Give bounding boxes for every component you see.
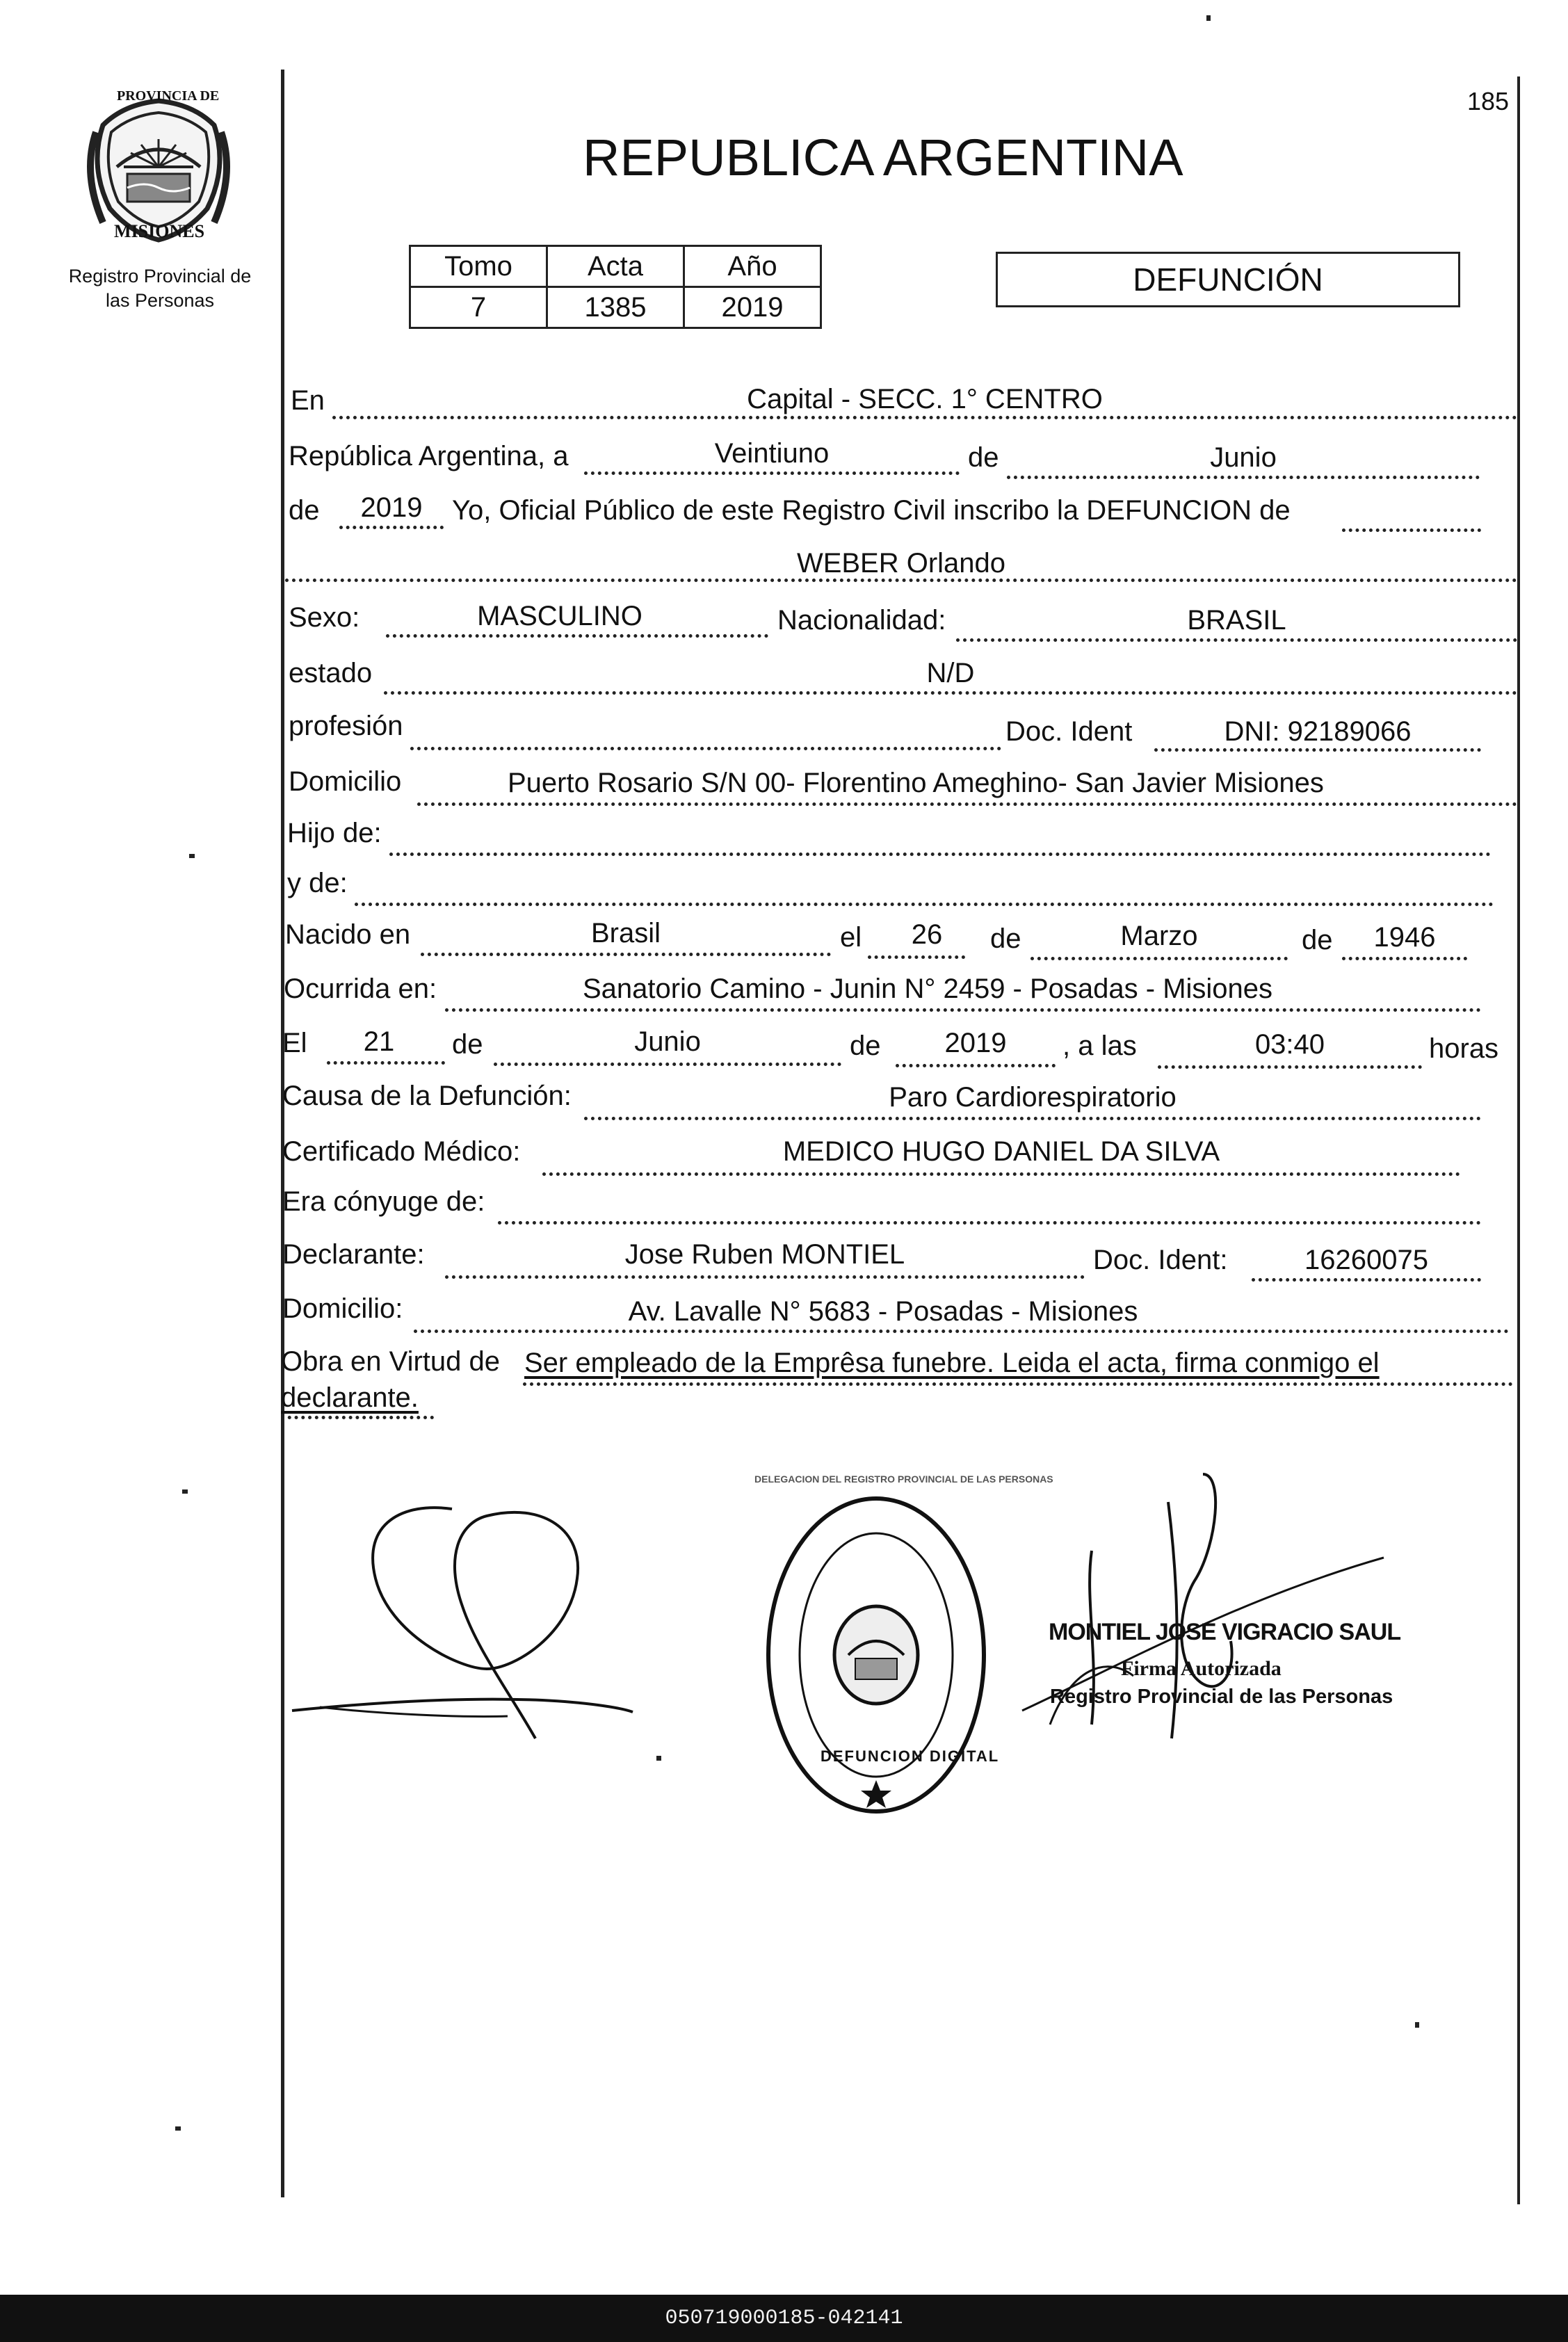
profesion-label: profesión: [289, 711, 403, 741]
month-line: [1007, 476, 1480, 479]
republica-label: República Argentina, a: [289, 441, 569, 471]
de-birth-label-2: de: [1302, 925, 1333, 955]
right-margin-line: [1517, 76, 1520, 2204]
death-month-value: Junio: [634, 1026, 701, 1057]
scan-speck: [1206, 15, 1211, 21]
death-day-value: 21: [363, 1026, 395, 1057]
birth-month-line: [1030, 957, 1288, 960]
day-words-value: Veintiuno: [714, 438, 830, 469]
record-table-header-row: [410, 246, 821, 287]
birth-year-line: [1342, 957, 1467, 960]
record-header-anio: Año: [684, 246, 821, 287]
logo-bottom-text: MISIONES: [114, 221, 205, 241]
registry-name-line2: las Personas: [105, 290, 215, 312]
record-value-acta: 1385: [547, 287, 684, 328]
scan-speck: [656, 1756, 661, 1761]
death-year-line: [896, 1064, 1056, 1067]
doc-ident2-label: Doc. Ident:: [1093, 1245, 1228, 1275]
doc-ident2-value: 16260075: [1304, 1245, 1428, 1275]
birth-day-line: [868, 955, 965, 959]
certificado-value: MEDICO HUGO DANIEL DA SILVA: [782, 1136, 1220, 1167]
domicilio2-label: Domicilio:: [282, 1293, 403, 1324]
domicilio-label: Domicilio: [289, 766, 402, 797]
death-time-value: 03:40: [1254, 1029, 1325, 1060]
scan-speck: [182, 1489, 188, 1494]
declarante-label: Declarante:: [282, 1239, 425, 1270]
nacido-label: Nacido en: [285, 919, 411, 950]
scan-speck: [189, 854, 195, 858]
official-name: MONTIEL JOSE VIGRACIO SAUL: [1049, 1619, 1401, 1645]
domicilio-value: Puerto Rosario S/N 00- Florentino Ameghino- San Javier Misiones: [508, 768, 1324, 798]
record-table-value-row: [410, 287, 821, 328]
birth-month-value: Marzo: [1120, 921, 1198, 951]
nacionalidad-value: BRASIL: [1187, 605, 1286, 636]
registry-seal: [761, 1492, 991, 1818]
seal-inner-text: DEFUNCION DIGITAL: [821, 1747, 1000, 1765]
de-death-label-2: de: [850, 1031, 881, 1061]
record-header-acta: Acta: [547, 246, 684, 287]
day-words-line: [584, 471, 960, 475]
yde-label: y de:: [287, 868, 348, 898]
domicilio-line: [417, 802, 1517, 806]
nacionalidad-label: Nacionalidad:: [777, 605, 946, 636]
birth-day-value: 26: [911, 919, 943, 950]
en-label: En: [291, 385, 325, 416]
ocurrida-line: [445, 1008, 1481, 1012]
causa-line: [584, 1117, 1481, 1120]
year-line: [339, 526, 444, 529]
death-time-line: [1158, 1065, 1422, 1069]
doc-ident-line: [1154, 748, 1481, 752]
deceased-name-value: WEBER Orlando: [796, 548, 1006, 579]
ocurrida-value: Sanatorio Camino - Junin N° 2459 - Posadas - Misiones: [583, 974, 1273, 1004]
de-death-label-1: de: [452, 1029, 483, 1060]
obra-value: Ser empleado de la Emprêsa funebre. Leida el acta, firma conmigo el: [524, 1348, 1380, 1378]
seal-ring-text: DELEGACION DEL REGISTRO PROVINCIAL DE LAS PERSONAS: [754, 1473, 1053, 1485]
registry-name-line1: Registro Provincial de: [68, 266, 252, 286]
doc-ident-label: Doc. Ident: [1005, 716, 1133, 747]
death-day-line: [327, 1061, 445, 1065]
hijo-line: [389, 853, 1491, 856]
estado-line: [384, 691, 1517, 695]
domicilio2-line: [414, 1330, 1509, 1333]
certificado-line: [542, 1172, 1460, 1176]
conyuge-line: [498, 1221, 1481, 1225]
scan-speck: [175, 2126, 181, 2131]
doc-ident-value: DNI: 92189066: [1224, 716, 1412, 747]
estado-value: N/D: [926, 658, 975, 688]
doc-ident2-line: [1252, 1278, 1481, 1282]
profesion-line: [410, 747, 1001, 750]
conyuge-label: Era cónyuge de:: [282, 1186, 485, 1217]
footer-barcode-text: 050719000185-042141: [0, 2295, 1568, 2342]
ocurrida-label: Ocurrida en:: [284, 974, 437, 1004]
nacionalidad-line: [956, 638, 1517, 642]
en-line: [332, 416, 1517, 419]
declarante-line: [445, 1275, 1085, 1279]
record-type-label: DEFUNCIÓN: [1133, 261, 1323, 298]
statement-end-line: [1342, 528, 1481, 532]
death-month-line: [494, 1063, 841, 1066]
declarant-signature: [278, 1495, 668, 1759]
alas-label: , a las: [1062, 1031, 1137, 1061]
horas-label: horas: [1429, 1033, 1499, 1064]
record-number-table: [409, 245, 822, 329]
record-value-tomo: 7: [410, 287, 547, 328]
declarante-value: Jose Ruben MONTIEL: [624, 1239, 905, 1270]
page-title: REPUBLICA ARGENTINA: [583, 129, 1183, 186]
left-margin-line: [281, 70, 284, 2197]
nacido-value: Brasil: [590, 918, 661, 948]
year-value: 2019: [360, 492, 423, 523]
birth-year-value: 1946: [1373, 922, 1436, 953]
estado-label: estado: [289, 658, 373, 688]
obra-value-line2: declarante.: [281, 1382, 419, 1413]
causa-label: Causa de la Defunción:: [282, 1081, 572, 1111]
obra-line: [523, 1382, 1513, 1386]
de-birth-label-1: de: [990, 923, 1021, 954]
scan-speck: [1415, 2022, 1419, 2028]
official-registry: Registro Provincial de las Personas: [1050, 1686, 1393, 1708]
month-value: Junio: [1210, 442, 1277, 473]
domicilio2-value: Av. Lavalle N° 5683 - Posadas - Misiones: [628, 1296, 1138, 1327]
obra-line-2: [281, 1416, 434, 1419]
en-value: Capital - SECC. 1° CENTRO: [747, 384, 1103, 414]
record-type-box: [996, 252, 1460, 307]
sexo-value: MASCULINO: [477, 601, 642, 631]
official-signature: [1008, 1460, 1401, 1759]
obra-label: Obra en Virtud de: [281, 1346, 501, 1377]
statement-text: Yo, Oficial Público de este Registro Civil inscribo la DEFUNCION de: [452, 495, 1291, 526]
registry-name: [49, 264, 271, 313]
page-number: 185: [1467, 87, 1510, 115]
logo-top-text: PROVINCIA DE: [117, 88, 220, 104]
sexo-label: Sexo:: [289, 602, 360, 633]
death-year-value: 2019: [944, 1028, 1007, 1058]
nacido-line: [421, 953, 831, 956]
el2-label: El: [282, 1028, 307, 1058]
certificado-label: Certificado Médico:: [282, 1136, 521, 1167]
el-label: el: [840, 922, 862, 953]
yde-line: [355, 903, 1494, 906]
record-header-tomo: Tomo: [410, 246, 547, 287]
record-value-anio: 2019: [684, 287, 821, 328]
causa-value: Paro Cardiorespiratorio: [889, 1082, 1177, 1113]
de-label-1: de: [968, 442, 999, 473]
official-title: Firma Autorizada: [1121, 1657, 1282, 1680]
sexo-line: [386, 634, 768, 638]
hijo-label: Hijo de:: [287, 818, 382, 848]
de-label-2: de: [289, 495, 320, 526]
deceased-name-line: [285, 579, 1517, 582]
